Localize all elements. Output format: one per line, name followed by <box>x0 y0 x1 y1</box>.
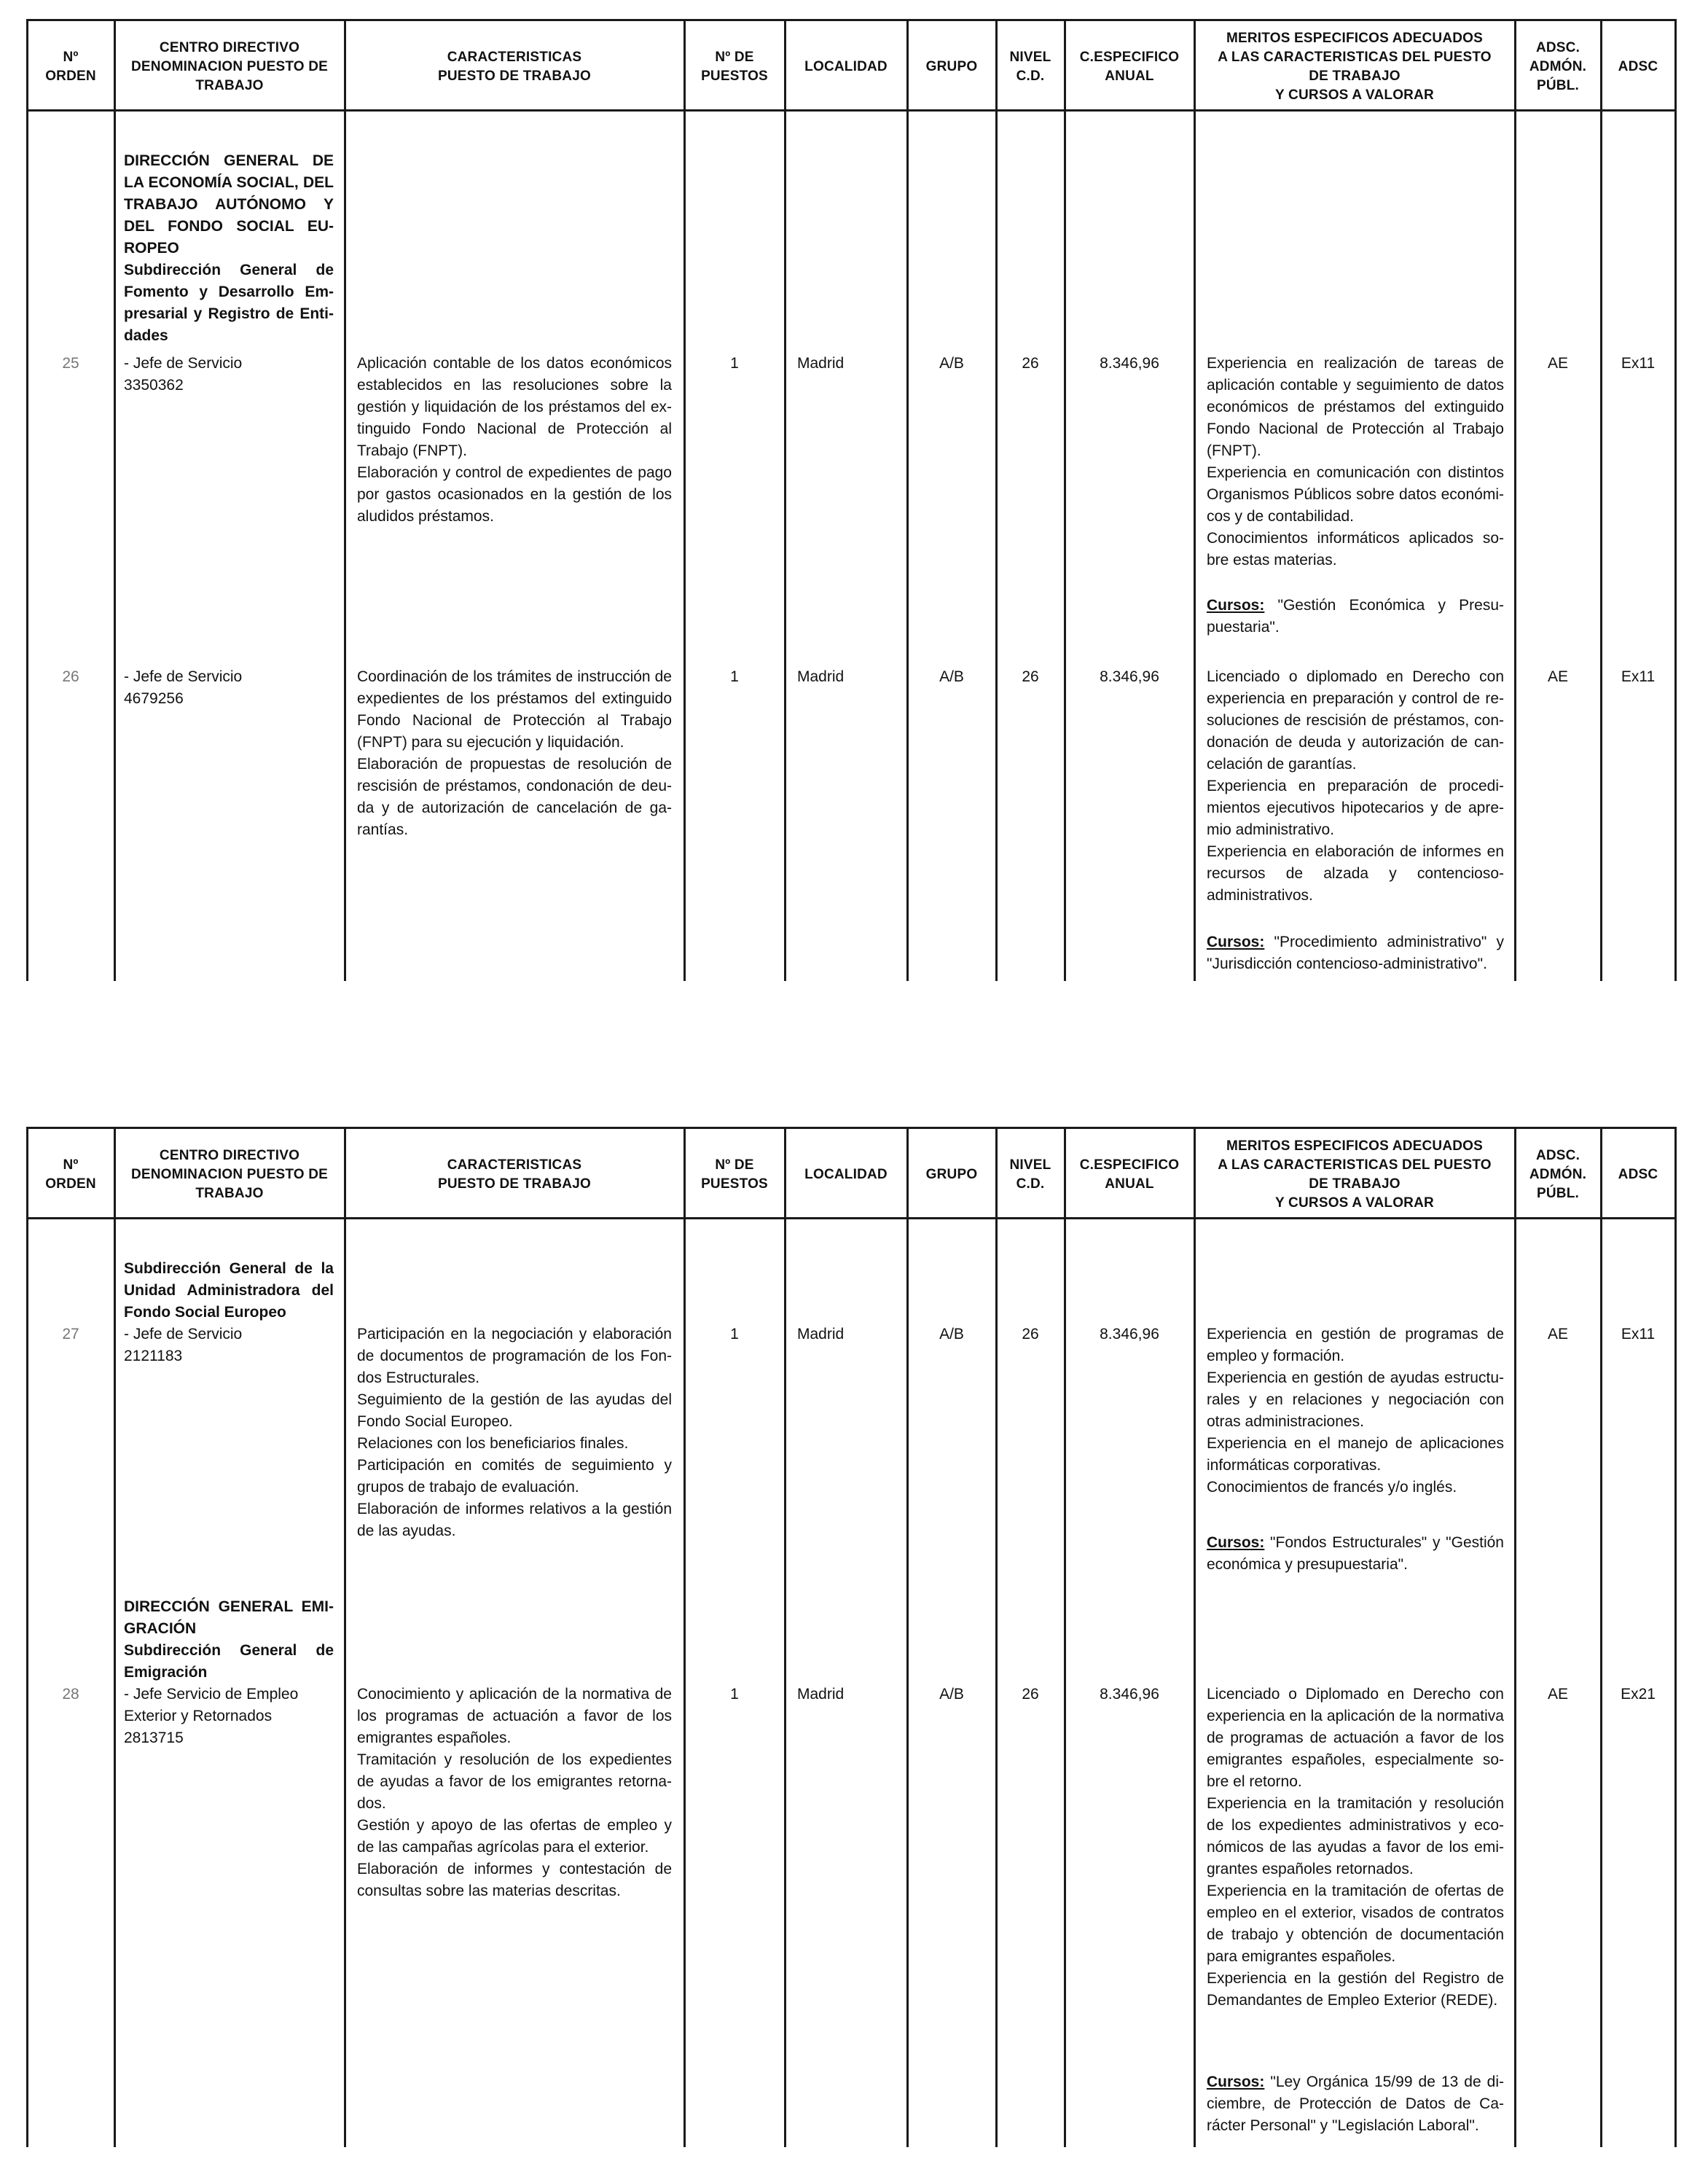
row-nivel: 26 <box>1022 355 1039 372</box>
row-grupo: A/B <box>939 668 964 685</box>
row-localidad: Madrid <box>797 355 845 372</box>
column-border <box>906 19 909 981</box>
row-especifico: 8.346,96 <box>1100 1686 1159 1703</box>
row-adsc-admon: AE <box>1547 355 1568 372</box>
table-page-1 <box>0 19 1708 981</box>
cursos-label: Cursos: <box>1207 1534 1265 1551</box>
column-border <box>344 19 346 981</box>
row-nivel: 26 <box>1022 668 1039 685</box>
row-nivel: 26 <box>1022 1326 1039 1343</box>
row-cursos <box>1207 1532 1504 1576</box>
column-border <box>26 1127 28 2147</box>
row-num-puestos: 1 <box>730 355 739 372</box>
header-meritos: MERITOS ESPECIFICOS ADECUADOS A LAS CARACTERISTICAS DEL PUESTO DE TRABAJO Y CURSOS A VALORAR <box>1218 1138 1492 1211</box>
row-localidad: Madrid <box>797 1326 845 1343</box>
row-meritos: Licenciado o Diplomado en Derecho con experiencia en la aplicación de la normativa de programas de actuación a favor de los emigrantes españoles, especialmente so-bre el retorno. Experiencia en la tramitación y resolución de los expedientes administrativos y eco-nómicos de las ayudas a favor de los emi-grantes españoles retornados. Experiencia en la tramitación de ofertas de empleo en el exterior, visados de contratos de trabajo y obtención de documentación para emigrantes españoles. Experiencia en la gestión del Registro de Demandantes de Empleo Exterior (REDE). <box>1207 1686 1504 2009</box>
cursos-text: "Procedimiento administrativo" y "Jurisdicción contencioso-administrativo". <box>1207 934 1504 972</box>
column-border <box>906 1127 909 2147</box>
column-border <box>995 1127 998 2147</box>
column-border <box>26 19 28 981</box>
column-border <box>1674 1127 1677 2147</box>
header-meritos: MERITOS ESPECIFICOS ADECUADOS A LAS CARACTERISTICAS DEL PUESTO DE TRABAJO Y CURSOS A VALORAR <box>1218 31 1492 103</box>
header-num-puestos: Nº DE PUESTOS <box>701 50 768 84</box>
header-centro-directivo: CENTRO DIRECTIVO DENOMINACION PUESTO DE TRABAJO <box>130 1148 329 1201</box>
subdirectorate-title: Subdirección General de la Unidad Administradora del Fondo Social Europeo <box>124 1260 334 1321</box>
column-border <box>114 1127 116 2147</box>
table-top-border <box>26 1127 1677 1129</box>
cursos-text: "Ley Orgánica 15/99 de 13 de di-ciembre, de Protección de Datos de Ca-rácter Personal" y "Legislación Laboral". <box>1207 2074 1504 2134</box>
column-border <box>1194 1127 1196 2147</box>
row-adsc-admon: AE <box>1547 1686 1568 1703</box>
row-grupo: A/B <box>939 1686 964 1703</box>
row-adsc: Ex11 <box>1621 355 1656 372</box>
cursos-label: Cursos: <box>1207 597 1265 614</box>
column-border <box>114 19 116 981</box>
header-grupo: GRUPO <box>925 1167 978 1182</box>
subdirectorate-title: Subdirección General de Emigración <box>124 1642 334 1681</box>
header-grupo: GRUPO <box>925 59 978 74</box>
header-adsc: ADSC <box>1618 59 1658 74</box>
header-centro-directivo: CENTRO DIRECTIVO DENOMINACION PUESTO DE TRABAJO <box>130 40 329 93</box>
header-localidad: LOCALIDAD <box>804 1167 888 1182</box>
row-adsc: Ex11 <box>1621 1326 1656 1343</box>
column-border <box>1674 19 1677 981</box>
cursos-label: Cursos: <box>1207 2074 1265 2090</box>
department-title: DIRECCIÓN GENERAL EMI-GRACIÓN <box>124 1598 334 1637</box>
row-cursos <box>1207 595 1504 638</box>
header-especifico: C.ESPECIFICO ANUAL <box>1079 50 1180 84</box>
column-border <box>1600 19 1602 981</box>
row-meritos: Experiencia en realización de tareas de aplicación contable y seguimiento de datos económicos de préstamos del extinguido Fondo Nacional de Protección al Trabajo (FNPT). Experiencia en comunicación con distintos Organismos Públicos sobre datos económi-cos y de contabilidad. Conocimientos informáticos aplicados so-bre estas materias. <box>1207 355 1504 568</box>
subdirectorate-title: Subdirección General de Fomento y Desarrollo Em-presarial y Registro de Enti-dades <box>124 262 334 344</box>
column-border <box>1194 19 1196 981</box>
row-nivel: 26 <box>1022 1686 1039 1703</box>
header-localidad: LOCALIDAD <box>804 59 888 74</box>
row-orden: 25 <box>62 355 79 372</box>
header-orden: Nº ORDEN <box>45 50 96 84</box>
row-orden: 27 <box>62 1326 79 1343</box>
row-caracteristicas: Conocimiento y aplicación de la normativa de los programas de actuación a favor de los emigrantes españoles. Tramitación y resolución de los expedientes de ayudas a favor de los emigrantes retorna-dos. Gestión y apoyo de las ofertas de empleo y de las campañas agrícolas para el exterior. Elaboración de informes y contestación de consultas sobre las materias descritas. <box>357 1686 672 1899</box>
header-caracteristicas: CARACTERISTICAS PUESTO DE TRABAJO <box>438 50 591 84</box>
column-border <box>683 1127 686 2147</box>
row-especifico: 8.346,96 <box>1100 1326 1159 1343</box>
row-adsc: Ex21 <box>1621 1686 1656 1703</box>
header-orden: Nº ORDEN <box>45 1157 96 1192</box>
header-adsc-admon: ADSC. ADMÓN. PÚBL. <box>1529 40 1587 93</box>
row-puesto: - Jefe Servicio de Empleo Exterior y Retornados 2813715 <box>124 1686 299 1746</box>
row-especifico: 8.346,96 <box>1100 668 1159 685</box>
row-adsc: Ex11 <box>1621 668 1656 685</box>
row-cursos <box>1207 931 1504 975</box>
row-puesto: - Jefe de Servicio 3350362 <box>124 355 243 394</box>
column-border <box>1514 19 1516 981</box>
header-nivel: NIVEL C.D. <box>1009 1157 1051 1192</box>
row-meritos: Experiencia en gestión de programas de empleo y formación. Experiencia en gestión de ayudas estructu-rales y en relaciones y negociación con otras administraciones. Experiencia en el manejo de aplicaciones informáticas corporativas. Conocimientos de francés y/o inglés. <box>1207 1326 1504 1496</box>
row-especifico: 8.346,96 <box>1100 355 1159 372</box>
row-num-puestos: 1 <box>730 668 739 685</box>
header-caracteristicas: CARACTERISTICAS PUESTO DE TRABAJO <box>438 1157 591 1192</box>
row-num-puestos: 1 <box>730 1326 739 1343</box>
row-meritos: Licenciado o diplomado en Derecho con experiencia en preparación y control de re-soluciones de rescisión de préstamos, con-donación de deuda y autorización de can-celación de garantías. Experiencia en preparación de procedi-mientos ejecutivos hipotecarios y de apre-mio administrativo. Experiencia en elaboración de informes en recursos de alzada y contencioso-administrativos. <box>1207 668 1504 904</box>
row-cursos <box>1207 2071 1504 2137</box>
table-top-border <box>26 19 1677 21</box>
row-adsc-admon: AE <box>1547 1326 1568 1343</box>
row-grupo: A/B <box>939 1326 964 1343</box>
row-caracteristicas: Participación en la negociación y elaboración de documentos de programación de los Fon-dos Estructurales. Seguimiento de la gestión de las ayudas del Fondo Social Europeo. Relaciones con los beneficiarios finales. Participación en comités de seguimiento y grupos de trabajo de evaluación. Elaboración de informes relativos a la gestión de las ayudas. <box>357 1326 672 1539</box>
row-caracteristicas: Coordinación de los trámites de instrucción de expedientes de los préstamos del extinguido Fondo Nacional de Protección al Trabajo (FNPT) para su ejecución y liquidación. Elaboración de propuestas de resolución de rescisión de préstamos, condonación de deu-da y de autorización de cancelación de ga-rantías. <box>357 668 672 838</box>
row-grupo: A/B <box>939 355 964 372</box>
column-border <box>1514 1127 1516 2147</box>
column-border <box>1600 1127 1602 2147</box>
header-nivel: NIVEL C.D. <box>1009 50 1051 84</box>
row-localidad: Madrid <box>797 1686 845 1703</box>
row-localidad: Madrid <box>797 668 845 685</box>
column-border <box>784 19 786 981</box>
department-title: DIRECCIÓN GENERAL DE LA ECONOMÍA SOCIAL, DEL TRABAJO AUTÓNOMO Y DEL FONDO SOCIAL EU-ROPEO <box>124 152 334 257</box>
header-adsc: ADSC <box>1618 1167 1658 1182</box>
row-caracteristicas: Aplicación contable de los datos económicos establecidos en las resoluciones sobre la gestión y liquidación de los préstamos del ex-tinguido Fondo Nacional de Protección al Trabajo (FNPT). Elaboración y control de expedientes de pago por gastos ocasionados en la gestión de los aludidos préstamos. <box>357 355 672 525</box>
row-orden: 26 <box>62 668 79 685</box>
cursos-text: "Gestión Económica y Presu-puestaria". <box>1207 597 1504 636</box>
row-puesto: - Jefe de Servicio 4679256 <box>124 668 243 707</box>
column-border <box>995 19 998 981</box>
row-puesto: - Jefe de Servicio 2121183 <box>124 1326 243 1364</box>
header-num-puestos: Nº DE PUESTOS <box>701 1157 768 1192</box>
cursos-label: Cursos: <box>1207 934 1265 950</box>
column-border <box>1064 19 1066 981</box>
column-border <box>1064 1127 1066 2147</box>
header-adsc-admon: ADSC. ADMÓN. PÚBL. <box>1529 1148 1587 1201</box>
cursos-text: "Fondos Estructurales" y "Gestión económica y presupuestaria". <box>1207 1534 1504 1573</box>
row-num-puestos: 1 <box>730 1686 739 1703</box>
column-border <box>344 1127 346 2147</box>
column-border <box>784 1127 786 2147</box>
row-orden: 28 <box>62 1686 79 1703</box>
column-border <box>683 19 686 981</box>
table-page-2 <box>0 1127 1708 2147</box>
header-especifico: C.ESPECIFICO ANUAL <box>1079 1157 1180 1192</box>
row-adsc-admon: AE <box>1547 668 1568 685</box>
